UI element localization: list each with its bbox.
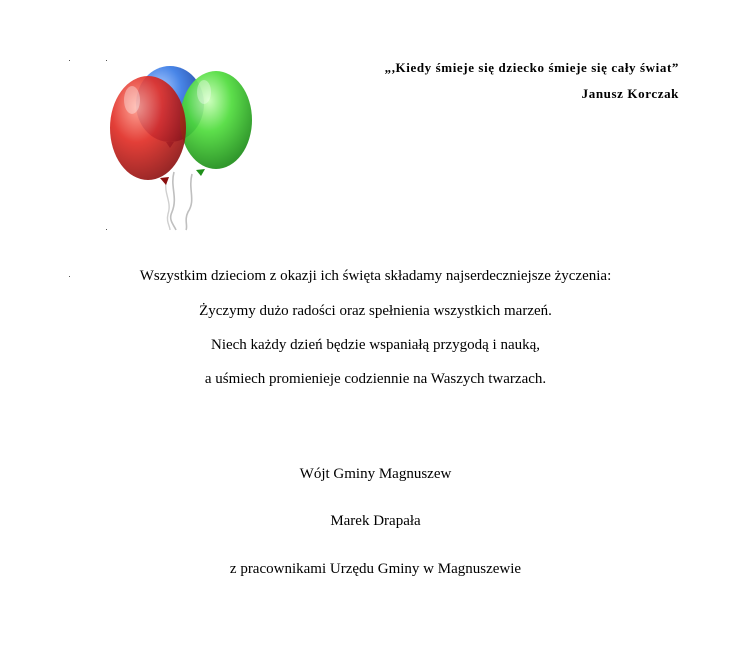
wishes-line-2: Życzymy dużo radości oraz spełnienia wszystkich marzeń. [199, 303, 552, 319]
signature-name: Marek Drapała [330, 513, 421, 529]
quote-text: „,Kiedy śmieje się dziecko śmieje się cały świat” [384, 60, 679, 75]
signature-title: Wójt Gminy Magnuszew [299, 466, 452, 482]
signature-with: z pracownikami Urzędu Gminy w Magnuszewie [229, 561, 522, 577]
marker-dot [106, 60, 107, 61]
wishes-line-1: Wszystkim dzieciom z okazji ich święta składamy najserdeczniejsze życzenia: [139, 268, 612, 284]
quote-author: Janusz Korczak [581, 86, 679, 101]
balloons-icon [104, 62, 256, 232]
marker-dot [69, 60, 70, 61]
wishes-line-3: Niech każdy dzień będzie wspaniałą przygodą i nauką, [210, 337, 541, 353]
wishes-line-4: a uśmiech promienieje codziennie na Waszych twarzach. [204, 371, 547, 387]
